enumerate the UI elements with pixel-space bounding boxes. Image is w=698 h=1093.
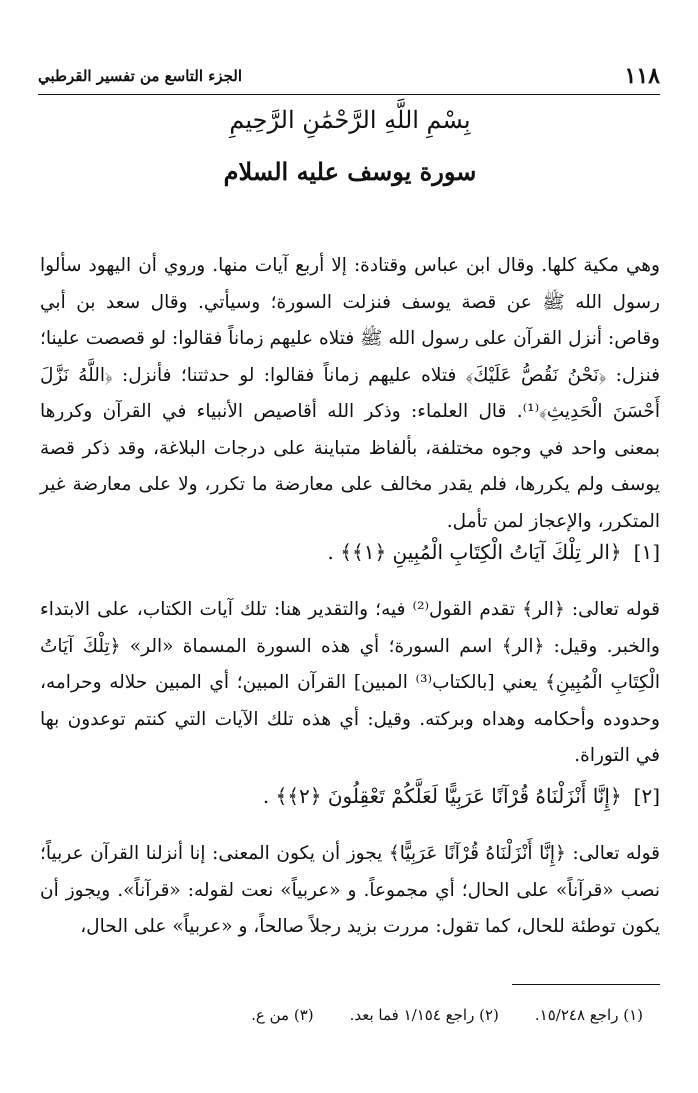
verse-number: [١] (633, 540, 660, 564)
intro-paragraph: وهي مكية كلها. وقال ابن عباس وقتادة: إلا أربع آيات منها. وروي أن اليهود سألوا رسول الله ﷺ عن قصة يوسف فنزلت السورة؛ وسيأتي. وقال سعد بن أبي وقاص: أنزل القرآن على رسول الله ﷺ فتلاه عليهم زماناً فقالوا: لو قصصت علينا؛ فنزل: ﴿نَحْنُ نَقُصُّ عَلَيْكَ﴾ فتلاه عليهم زماناً فقالوا: لو حدثتنا؛ فأنزل: ﴿اللَّهُ نَزَّلَ أَحْسَنَ الْحَدِيثِ﴾⁽¹⁾. قال العلماء: وذكر الله أقاصيص الأنبياء في القرآن وكررها بمعنى واحد في وجوه مختلفة، بألفاظ متباينة على درجات البلاغة، وقد ذكر قصة يوسف ولم يكررها، فلم يقدر مخالف على معارضة ما تكرر، ولا على معارضة غير المتكرر، والإعجاز لمن تأمل. (40, 255, 661, 532)
verse-text: ﴿إِنَّا أَنْزَلْنَاهُ قُرْآنًا عَرَبِيًّا لَعَلَّكُمْ تَعْقِلُونَ ﴿٢﴾﴾ . (262, 784, 622, 808)
verse-1 (40, 534, 660, 570)
footnote-1: (١) راجع ١٥/٢٤٨. (534, 1006, 643, 1024)
commentary-paragraph-2: قوله تعالى: ﴿إِنَّا أَنْزَلْنَاهُ قُرْآنًا عَرَبِيًّا﴾ يجوز أن يكون المعنى: إنا أنزلنا القرآن عربياً؛ نصب «قرآناً» على الحال؛ أي مجموعاً. و «عربياً» نعت لقوله: «قرآناً». ويجوز أن يكون توطئة للحال، كما تقول: مررت بزيد رجلاً صالحاً، و «عربياً» على الحال، (40, 843, 660, 937)
page-number: ١١٨ (624, 63, 660, 89)
surah-title: سورة يوسف عليه السلام (223, 157, 477, 186)
header-title: الجزء التاسع من تفسير القرطبي (38, 67, 242, 85)
footnote-divider (512, 984, 660, 985)
commentary-paragraph-1: قوله تعالى: ﴿الر﴾ تقدم القول⁽²⁾ فيه؛ والتقدير هنا: تلك آيات الكتاب، على الابتداء والخبر. وقيل: ﴿الر﴾ اسم السورة؛ أي هذه السورة المسماة «الر» ﴿تِلْكَ آيَاتُ الْكِتَابِ الْمُبِينِ﴾ يعني [بالكتاب⁽³⁾ المبين] القرآن المبين؛ أي المبين حلاله وحرامه، وحدوده وأحكامه وهداه وبركته. وقيل: أي هذه تلك الآيات التي كنتم توعدون بها في التوراة. (40, 599, 660, 766)
verse-number: [٢] (633, 784, 660, 808)
verse-2 (40, 778, 660, 814)
footnotes (120, 1004, 643, 1026)
basmala-calligraphy: بِسْمِ اللَّهِ الرَّحْمَٰنِ الرَّحِيمِ (229, 106, 471, 134)
running-header (38, 58, 660, 95)
footnote-2: (٢) راجع ١/١٥٤ فما بعد. (349, 1006, 499, 1024)
verse-text: ﴿الر تِلْكَ آيَاتُ الْكِتَابِ الْمُبِينِ ﴿١﴾﴾ . (327, 540, 622, 564)
footnote-3: (٣) من ع. (251, 1006, 314, 1024)
